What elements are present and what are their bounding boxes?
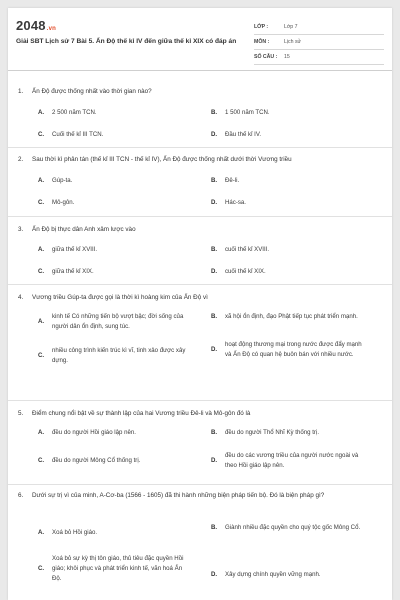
option-b[interactable] — [211, 245, 365, 255]
question-text — [18, 490, 378, 501]
question-text — [18, 86, 378, 97]
question-body: Điểm chung nổi bật về sự thành lập của hai Vương triều Đê-li và Mô-gôn đó là — [32, 410, 251, 417]
question-text — [18, 292, 378, 303]
option-text: Cuối thế kỉ III TCN. — [52, 131, 104, 138]
option-letter: D. — [211, 571, 218, 578]
header-divider — [8, 70, 392, 71]
option-text: kinh tế Có những tiến bộ vượt bậc; đời sống của người dân ổn định, sung túc. — [52, 313, 184, 330]
option-text: đều do người Hồi giáo lập nên. — [52, 429, 136, 436]
question-body: Sau thời kì phân tán (thế kỉ III TCN - thế kỉ IV), Ấn Độ được thống nhất dưới thời Vương triều — [32, 156, 292, 163]
meta-row-grade — [254, 20, 384, 35]
option-text: Xoá bỏ sự kỳ thị tôn giáo, thủ tiêu đặc quyền Hồi giáo; khôi phục và phát triển kinh tế, văn hoá Ấn Độ. — [52, 555, 184, 582]
option-text: 2 500 năm TCN. — [52, 109, 97, 116]
option-d[interactable] — [211, 570, 365, 580]
option-text: Xây dựng chính quyền vững mạnh. — [225, 571, 321, 578]
option-letter: D. — [211, 199, 218, 206]
option-letter: B. — [211, 429, 218, 436]
option-letter: A. — [38, 177, 45, 184]
option-d[interactable] — [211, 130, 365, 140]
question-text — [18, 408, 378, 419]
option-text: Gúp-ta. — [52, 177, 73, 184]
option-text: đều do người Thổ Nhĩ Kỳ thống trị. — [225, 429, 320, 436]
option-b[interactable] — [211, 312, 365, 322]
question-divider — [8, 216, 392, 217]
logo-suffix: .vn — [46, 26, 57, 32]
option-text: xã hội ổn định, đạo Phật tiếp tục phát triển mạnh. — [225, 313, 358, 320]
meta-value: 15 — [284, 54, 290, 60]
question-text — [18, 154, 378, 165]
question-divider — [8, 400, 392, 401]
question-text — [18, 224, 378, 235]
option-a[interactable] — [38, 312, 192, 332]
question-number: 1. — [18, 88, 24, 95]
option-letter: B. — [211, 524, 218, 531]
option-text: giữa thế kỉ XVIII. — [52, 246, 98, 253]
option-text: đều do người Mông Cổ thống trị. — [52, 457, 141, 464]
option-text: cuối thế kỉ XIX. — [225, 268, 266, 275]
option-text: nhiều công trình kiến trúc kì vĩ, tinh xảo được xây dựng. — [52, 347, 186, 364]
option-text: Giành nhiều đặc quyền cho quý tộc gốc Mông Cổ. — [225, 524, 361, 531]
option-letter: C. — [38, 131, 45, 138]
question-number: 4. — [18, 294, 24, 301]
question-number: 3. — [18, 226, 24, 233]
question-number: 5. — [18, 410, 24, 417]
site-logo[interactable] — [16, 18, 56, 33]
option-d[interactable] — [211, 198, 365, 208]
option-text: đều do các vương triều của người nước ngoài và theo Hồi giáo lập nên. — [225, 452, 359, 469]
question-divider — [8, 484, 392, 485]
option-a[interactable] — [38, 245, 192, 255]
option-letter: A. — [38, 109, 45, 116]
option-letter: C. — [38, 199, 45, 206]
option-letter: B. — [211, 246, 218, 253]
option-c[interactable] — [38, 346, 192, 366]
question-divider — [8, 284, 392, 285]
question-body: Ấn Độ được thống nhất vào thời gian nào? — [32, 88, 152, 95]
option-letter: A. — [38, 318, 45, 325]
option-letter: D. — [211, 131, 218, 138]
option-c[interactable] — [38, 130, 192, 140]
question-body: Ấn Độ bị thực dân Anh xâm lược vào — [32, 226, 136, 233]
option-letter: B. — [211, 313, 218, 320]
option-a[interactable] — [38, 176, 192, 186]
logo-main: 2048 — [16, 18, 46, 33]
question-number: 2. — [18, 156, 24, 163]
option-c[interactable] — [38, 456, 192, 466]
option-letter: C. — [38, 268, 45, 275]
option-text: Mô-gôn. — [52, 199, 75, 206]
option-b[interactable] — [211, 176, 365, 186]
question-divider — [8, 147, 392, 148]
option-letter: D. — [211, 268, 218, 275]
meta-key: MÔN : — [254, 39, 270, 45]
option-text: Xoá bỏ Hồi giáo. — [52, 529, 98, 536]
option-text: hoạt động thương mại trong nước được đẩy mạnh và Ấn Độ có quan hệ buôn bán với nhiều nước. — [225, 341, 362, 358]
option-a[interactable] — [38, 108, 192, 118]
option-c[interactable] — [38, 267, 192, 277]
meta-key: LỚP : — [254, 24, 269, 30]
option-d[interactable] — [211, 267, 365, 277]
option-letter: B. — [211, 109, 218, 116]
meta-key: SỐ CÂU : — [254, 54, 278, 60]
option-c[interactable] — [38, 198, 192, 208]
document-page — [8, 8, 392, 600]
meta-table — [254, 20, 384, 65]
option-text: cuối thế kỉ XVIII. — [225, 246, 270, 253]
option-text: Đầu thế kỉ IV. — [225, 131, 262, 138]
option-text: Hác-sa. — [225, 199, 246, 206]
option-letter: A. — [38, 529, 45, 536]
option-a[interactable] — [38, 528, 192, 538]
option-text: 1 500 năm TCN. — [225, 109, 270, 116]
question-body: Dưới sự trị vì của minh, A-Cơ-ba (1566 - 1605) đã thi hành những biện pháp tiến bộ. Đó là biện pháp gì? — [32, 492, 325, 499]
option-letter: C. — [38, 565, 45, 572]
option-b[interactable] — [211, 428, 365, 438]
option-letter: A. — [38, 246, 45, 253]
option-text: Đê-li. — [225, 177, 240, 184]
question-number: 6. — [18, 492, 24, 499]
option-b[interactable] — [211, 523, 365, 533]
option-b[interactable] — [211, 108, 365, 118]
option-letter: C. — [38, 352, 45, 359]
question-body: Vương triều Gúp-ta được gọi là thời kì hoàng kim của Ấn Độ vì — [32, 294, 208, 301]
meta-row-count — [254, 50, 384, 65]
option-letter: D. — [211, 346, 218, 353]
option-letter: C. — [38, 457, 45, 464]
option-letter: B. — [211, 177, 218, 184]
option-letter: A. — [38, 429, 45, 436]
option-letter: D. — [211, 457, 218, 464]
meta-value: Lịch sử — [284, 39, 302, 45]
meta-value: Lớp 7 — [284, 24, 298, 30]
document-title: Giải SBT Lịch sử 7 Bài 5. Ấn Độ thế kỉ IV đến giữa thế kỉ XIX có đáp án — [16, 38, 237, 45]
option-d[interactable] — [211, 340, 365, 360]
option-text: giữa thế kỉ XIX. — [52, 268, 94, 275]
option-d[interactable] — [211, 451, 365, 471]
option-c[interactable] — [38, 554, 192, 584]
meta-row-subject — [254, 35, 384, 50]
option-a[interactable] — [38, 428, 192, 438]
